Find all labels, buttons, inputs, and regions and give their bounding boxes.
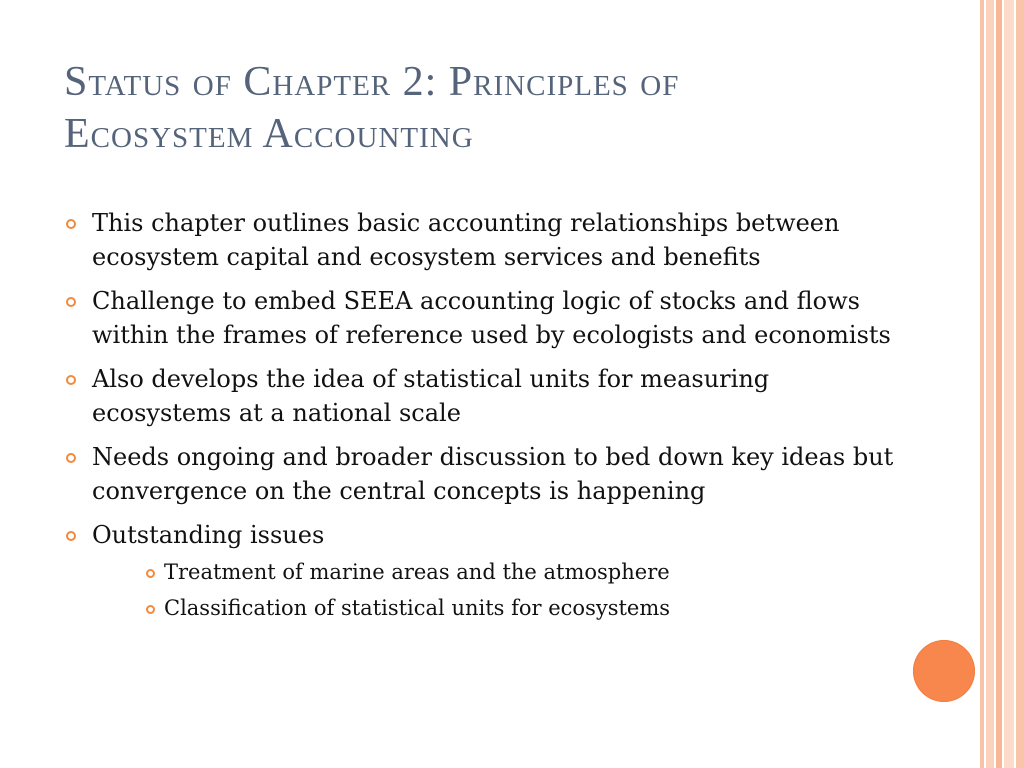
decorative-stripe [1016, 0, 1024, 768]
bullet-list [64, 206, 894, 626]
bullet-text: Challenge to embed SEEA accounting logic of stocks and flows within the frames of reference used by ecologists and economists [92, 287, 891, 349]
slide-title-line-2: Ecosystem Accounting [64, 111, 474, 157]
bullet-item [64, 206, 894, 274]
sub-bullet-item [144, 590, 894, 626]
orange-ring-bullet-icon [66, 219, 76, 229]
orange-ring-bullet-icon [66, 531, 76, 541]
bullet-item [64, 362, 894, 430]
bullet-item [64, 518, 894, 552]
decorative-stripe [1004, 0, 1014, 768]
orange-ring-bullet-icon [146, 605, 155, 614]
orange-ring-bullet-icon [146, 569, 155, 578]
decorative-stripe [996, 0, 1002, 768]
sub-bullet-text: Classification of statistical units for ecosystems [164, 596, 671, 620]
bullet-item [64, 440, 894, 508]
slide-title [64, 56, 924, 160]
bullet-text: Needs ongoing and broader discussion to bed down key ideas but convergence on the central concepts is happening [92, 443, 894, 505]
sub-bullet-item [144, 554, 894, 590]
orange-ring-bullet-icon [66, 375, 76, 385]
sub-bullet-text: Treatment of marine areas and the atmosphere [164, 560, 670, 584]
bullet-text: This chapter outlines basic accounting relationships between ecosystem capital and ecosystem services and benefits [92, 209, 840, 271]
decorative-stripe [986, 0, 994, 768]
bullet-text: Outstanding issues [92, 521, 325, 549]
bullet-item [64, 284, 894, 352]
slide-title-line-1: Status of Chapter 2: Principles of [64, 59, 680, 105]
orange-ring-bullet-icon [66, 453, 76, 463]
bullet-text: Also develops the idea of statistical units for measuring ecosystems at a national scale [92, 365, 770, 427]
orange-ring-bullet-icon [66, 297, 76, 307]
decorative-stripe [980, 0, 984, 768]
orange-circle-decoration [913, 640, 975, 702]
